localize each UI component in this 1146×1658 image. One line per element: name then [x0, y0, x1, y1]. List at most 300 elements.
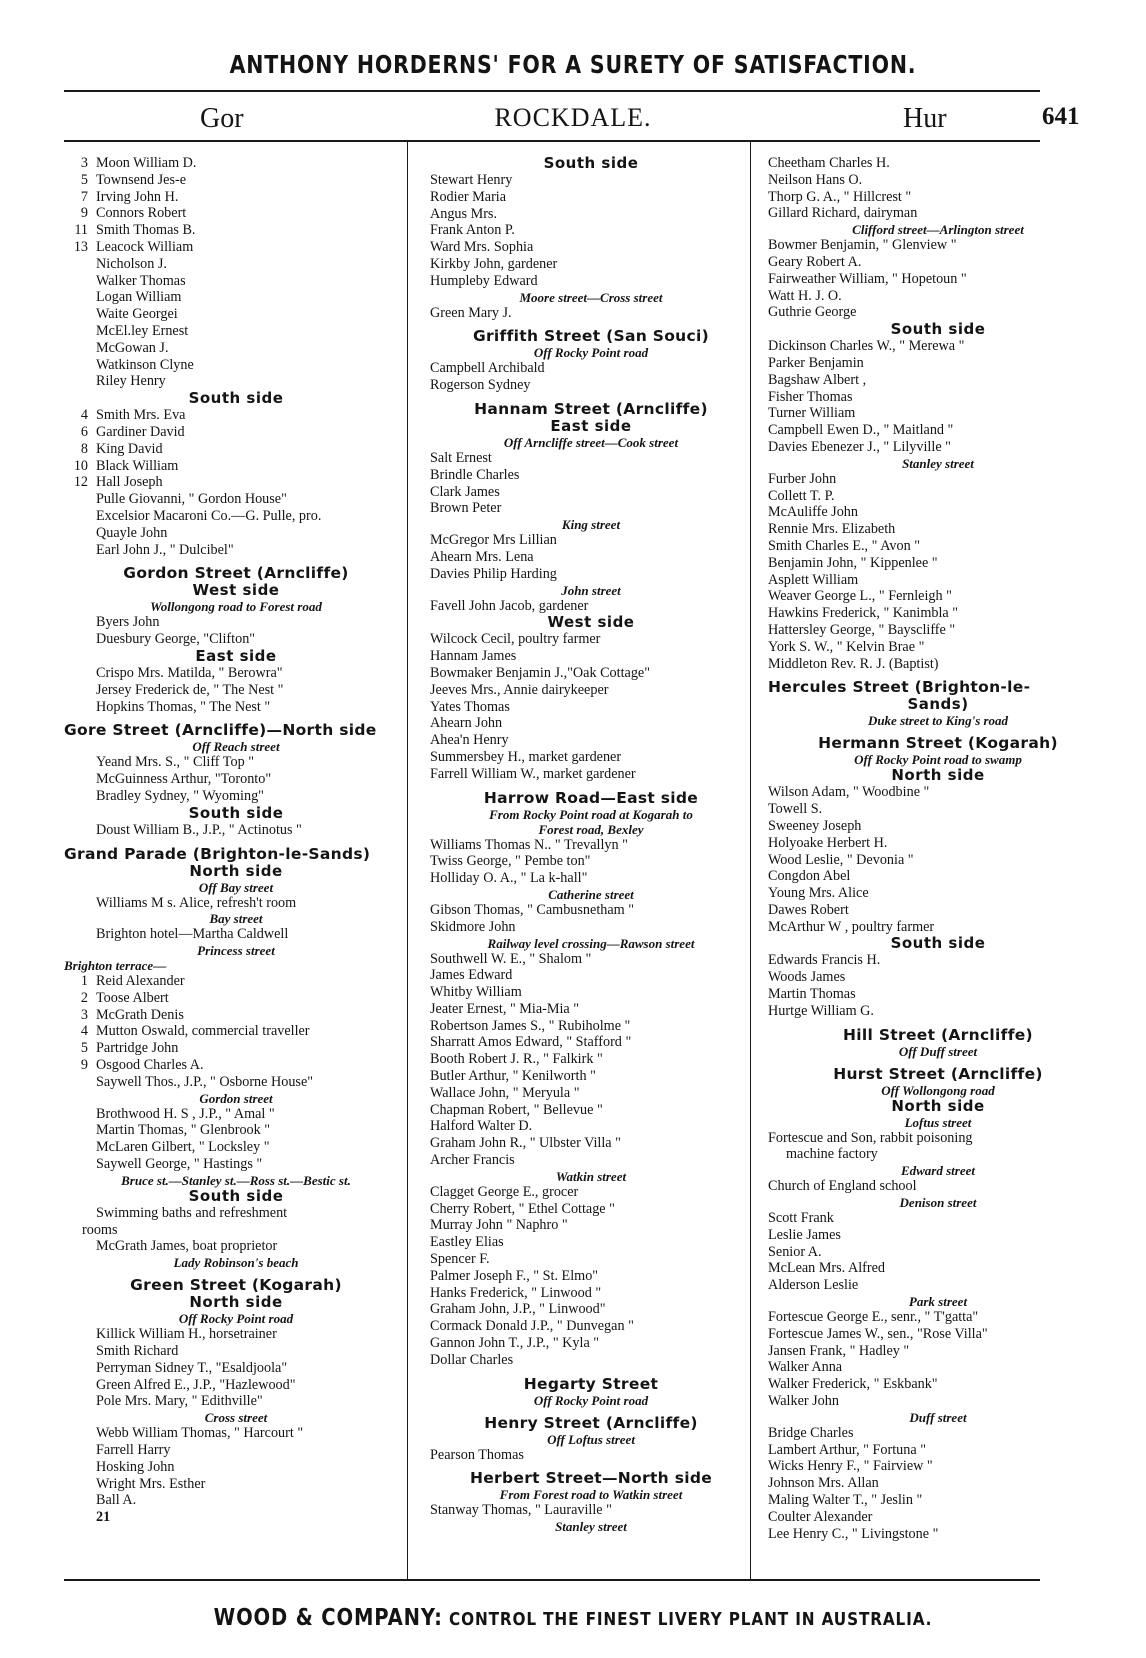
directory-entry: Fortescue James W., sen., "Rose Villa"	[768, 1325, 988, 1342]
cross-street-note: Off Bay street	[198, 879, 274, 895]
resident-name: Quayle John	[96, 524, 168, 541]
directory-entry: Murray John " Naphro "	[430, 1217, 568, 1234]
resident-name: Connors Robert	[96, 205, 187, 222]
resident-name: Pole Mrs. Mary, " Edithville"	[96, 1393, 263, 1410]
directory-entry: Sweeney Joseph	[768, 817, 862, 834]
directory-entry	[64, 771, 408, 788]
directory-entry	[64, 1476, 408, 1493]
resident-name: Martin Thomas, " Glenbrook "	[96, 1122, 271, 1139]
cross-street-note: Off Rocky Point road	[533, 345, 649, 361]
directory-entry	[64, 222, 408, 239]
directory-entry: Gillard Richard, dairyman	[768, 205, 918, 222]
resident-name: Smith Thomas B.	[96, 222, 196, 239]
cross-street-note: Railway level crossing—Rawson street	[487, 935, 695, 951]
cross-street-note: John street	[561, 582, 621, 598]
directory-entry: Woods James	[768, 969, 846, 986]
directory-entry: Hannam James	[430, 648, 517, 665]
resident-name: McLaren Gilbert, " Locksley "	[96, 1139, 270, 1156]
directory-entry	[64, 373, 408, 390]
resident-name: Jersey Frederick de, " The Nest "	[96, 681, 284, 698]
directory-entry	[64, 1106, 408, 1123]
house-number: 12	[73, 474, 88, 491]
resident-name: Excelsior Macaroni Co.—G. Pulle, pro.	[96, 507, 322, 524]
directory-entry: Spencer F.	[430, 1251, 490, 1268]
directory-column-3	[768, 155, 1108, 1542]
resident-name: Yeand Mrs. S., " Cliff Top "	[96, 754, 255, 771]
cross-street-note: Stanley street	[555, 1519, 627, 1535]
directory-entry	[64, 1057, 408, 1074]
directory-entry: McLean Mrs. Alfred	[768, 1260, 886, 1277]
directory-entry: Church of England school	[768, 1178, 917, 1195]
cross-street-note: Clifford street—Arlington street	[852, 222, 1024, 238]
directory-entry: Hattersley George, " Bayscliffe "	[768, 621, 956, 638]
directory-entry: McGregor Mrs Lillian	[430, 532, 557, 549]
street-heading: Griffith Street (San Souci)	[472, 327, 710, 346]
street-heading: Hermann Street (Kogarah)	[818, 734, 1058, 753]
directory-entry: Lambert Arthur, " Fortuna "	[768, 1441, 926, 1458]
directory-entry	[64, 289, 408, 306]
directory-entry: Graham John R., " Ulbster Villa "	[430, 1135, 621, 1152]
house-number: 5	[80, 171, 88, 188]
side-heading: South side	[188, 803, 284, 822]
directory-entry: Southwell W. E., " Shalom "	[430, 950, 592, 967]
directory-entry: Parker Benjamin	[768, 354, 864, 371]
directory-entry: Holyoake Herbert H.	[768, 834, 888, 851]
resident-name: Doust William B., J.P., " Actinotus "	[96, 821, 302, 838]
resident-name: Earl John J., " Dulcibel"	[96, 541, 234, 558]
entry-continuation: machine factory	[786, 1146, 878, 1163]
directory-entry: Wicks Henry F., " Fairview "	[768, 1458, 933, 1475]
resident-name: Watkinson Clyne	[96, 356, 194, 373]
house-number: 6	[80, 423, 88, 440]
directory-entry	[64, 1360, 408, 1377]
directory-entry: Dickinson Charles W., " Merewa "	[768, 338, 965, 355]
directory-entry: Campbell Ewen D., " Maitland "	[768, 422, 954, 439]
resident-name: Williams M s. Alice, refresh't room	[96, 894, 297, 911]
side-heading: East side	[550, 416, 632, 435]
directory-entry: Jeeves Mrs., Annie dairykeeper	[430, 681, 609, 698]
directory-entry: Thorp G. A., " Hillcrest "	[768, 188, 912, 205]
top-advertisement-banner: ANTHONY HORDERNS' FOR A SURETY OF SATISFACTION.	[229, 50, 917, 79]
cross-street-note: Cross street	[204, 1410, 268, 1426]
directory-entry: Archer Francis	[430, 1152, 515, 1169]
directory-entry: Scott Frank	[768, 1210, 834, 1227]
house-number: 8	[80, 440, 88, 457]
directory-entry: McArthur W , poultry farmer	[768, 918, 935, 935]
street-heading: Hercules Street (Brighton-le-	[768, 678, 1031, 697]
directory-entry	[64, 1393, 408, 1410]
directory-entry	[64, 407, 408, 424]
cross-street-note: Catherine street	[548, 886, 634, 902]
house-number: 3	[80, 1006, 88, 1023]
resident-name: Smith Richard	[96, 1343, 179, 1360]
cross-street-note: From Forest road to Watkin street	[499, 1487, 683, 1503]
directory-entry: Ward Mrs. Sophia	[430, 239, 534, 256]
cross-street-note: Brighton terrace—	[64, 958, 167, 974]
resident-name: Osgood Charles A.	[96, 1057, 204, 1074]
house-number: 4	[80, 1023, 88, 1040]
side-heading: South side	[890, 934, 986, 953]
directory-entry: Salt Ernest	[430, 449, 492, 466]
resident-name: McGuinness Arthur, "Toronto"	[96, 771, 272, 788]
directory-entry: Campbell Archibald	[430, 360, 545, 377]
directory-entry: Rogerson Sydney	[430, 377, 531, 394]
directory-entry: Hanks Frederick, " Linwood "	[430, 1284, 602, 1301]
cross-street-note: Off Duff street	[898, 1043, 978, 1059]
resident-name: Saywell Thos., J.P., " Osborne House"	[96, 1073, 314, 1090]
resident-name: McGrath James, boat proprietor	[96, 1238, 278, 1255]
cross-street-note: Lady Robinson's beach	[173, 1255, 299, 1271]
directory-entry: Edwards Francis H.	[768, 952, 881, 969]
directory-entry: Fortescue and Son, rabbit poisoning	[768, 1129, 973, 1146]
directory-column-2	[430, 155, 752, 1534]
resident-name: Saywell George, " Hastings "	[96, 1156, 263, 1173]
directory-entry	[64, 491, 408, 508]
resident-name: Green Alfred E., J.P., "Hazlewood"	[96, 1376, 296, 1393]
street-heading: Green Street (Kogarah)	[130, 1276, 342, 1295]
advertisement-slogan: CONTROL THE FINEST LIVERY PLANT IN AUSTRALIA.	[442, 1609, 933, 1630]
directory-entry: Graham John, J.P., " Linwood"	[430, 1301, 606, 1318]
cross-street-note: Gordon street	[199, 1090, 273, 1106]
directory-entry: Holliday O. A., " La k-hall"	[430, 870, 588, 887]
directory-entry	[64, 1459, 408, 1476]
directory-entry: Yates Thomas	[430, 698, 510, 715]
cross-street-note: Off Reach street	[192, 739, 280, 755]
directory-entry	[64, 172, 408, 189]
directory-entry: Coulter Alexander	[768, 1508, 873, 1525]
directory-entry: Chapman Robert, " Bellevue "	[430, 1101, 603, 1118]
resident-name: Moon William D.	[96, 155, 197, 171]
directory-entry: Guthrie George	[768, 304, 857, 321]
directory-entry	[64, 542, 408, 559]
cross-street-note: Wollongong road to Forest road	[150, 599, 322, 615]
cross-street-note: Stanley street	[902, 455, 974, 471]
directory-entry: Frank Anton P.	[430, 222, 515, 239]
house-number: 10	[73, 457, 88, 474]
directory-entry	[64, 273, 408, 290]
resident-name: Mutton Oswald, commercial traveller	[96, 1023, 310, 1040]
directory-entry: Lee Henry C., " Livingstone "	[768, 1525, 939, 1542]
side-heading: South side	[543, 155, 639, 172]
resident-name: Townsend Jes-e	[96, 171, 187, 188]
directory-entry: Davies Philip Harding	[430, 565, 557, 582]
side-heading: South side	[890, 320, 986, 339]
directory-entry	[64, 508, 408, 525]
directory-entry: York S. W., " Kelvin Brae "	[768, 638, 925, 655]
directory-entry	[64, 754, 408, 771]
house-number: 4	[80, 407, 88, 424]
directory-entry	[64, 441, 408, 458]
footnote-number: 21	[96, 1509, 111, 1526]
cross-street-note: From Rocky Point road at Kogarah to	[489, 806, 693, 822]
directory-entry	[64, 474, 408, 491]
cross-street-note: Off Rocky Point road	[533, 1392, 649, 1408]
directory-entry: Martin Thomas	[768, 986, 856, 1003]
directory-entry	[64, 1425, 408, 1442]
directory-entry	[64, 357, 408, 374]
side-heading: North side	[891, 766, 985, 785]
street-heading: Gordon Street (Arncliffe)	[123, 564, 349, 583]
directory-entry: Kirkby John, gardener	[430, 255, 558, 272]
directory-entry	[64, 1023, 408, 1040]
directory-entry	[64, 1139, 408, 1156]
directory-entry: Furber John	[768, 470, 837, 487]
resident-name: Gardiner David	[96, 423, 185, 440]
directory-entry: Fairweather William, " Hopetoun "	[768, 270, 967, 287]
resident-name: Ball A.	[96, 1492, 137, 1509]
directory-entry	[64, 1205, 408, 1222]
directory-entry: Halford Walter D.	[430, 1118, 533, 1135]
resident-name: Pulle Giovanni, " Gordon House"	[96, 491, 287, 508]
directory-entry: Bagshaw Albert ,	[768, 371, 867, 388]
directory-entry: Bowmer Benjamin, " Glenview "	[768, 237, 957, 254]
resident-name: Webb William Thomas, " Harcourt "	[96, 1425, 304, 1442]
cross-street-note: Off Wollongong road	[881, 1082, 995, 1098]
directory-entry: Summersbey H., market gardener	[430, 748, 622, 765]
resident-name: Riley Henry	[96, 373, 166, 390]
directory-entry: Butler Arthur, " Kenilworth "	[430, 1068, 596, 1085]
header-bottom-rule	[64, 140, 1040, 142]
directory-entry: Brindle Charles	[430, 466, 520, 483]
house-number: 13	[73, 238, 88, 255]
directory-entry: Davies Ebenezer J., " Lilyville "	[768, 438, 951, 455]
directory-entry: Ahearn Mrs. Lena	[430, 548, 534, 565]
house-number: 9	[80, 205, 88, 222]
directory-entry: Senior A.	[768, 1243, 822, 1260]
directory-entry: Green Mary J.	[430, 304, 512, 321]
side-heading: North side	[891, 1096, 985, 1115]
side-heading: South side	[188, 389, 284, 408]
directory-entry	[64, 1492, 408, 1509]
side-heading: East side	[195, 646, 277, 665]
house-number: 1	[80, 973, 88, 990]
bottom-advertisement-banner	[86, 1605, 1060, 1631]
directory-entry: Stewart Henry	[430, 172, 513, 188]
directory-entry: Twiss George, " Pembe ton"	[430, 853, 591, 870]
advertiser-name: WOOD & COMPANY:	[213, 1605, 443, 1631]
directory-entry: Ahearn John	[430, 715, 503, 732]
directory-entry: Leslie James	[768, 1226, 841, 1243]
cross-street-note: Duke street to King's road	[867, 713, 1009, 729]
directory-entry	[64, 239, 408, 256]
cross-street-note: Princess street	[197, 943, 275, 959]
directory-entry	[64, 1326, 408, 1343]
directory-entry	[64, 895, 408, 912]
resident-name: Hopkins Thomas, " The Nest "	[96, 698, 271, 715]
street-heading: Herbert Street—North side	[469, 1469, 713, 1488]
directory-entry: Turner William	[768, 405, 856, 422]
street-heading: Gore Street (Arncliffe)—North side	[64, 721, 377, 740]
street-heading: Henry Street (Arncliffe)	[484, 1413, 698, 1432]
resident-name: Hosking John	[96, 1458, 175, 1475]
directory-entry: Jeater Ernest, " Mia-Mia "	[430, 1000, 580, 1017]
street-heading: Harrow Road—East side	[483, 788, 699, 807]
cross-street-note: Off Arncliffe street—Cook street	[503, 434, 679, 450]
directory-entry: Neilson Hans O.	[768, 171, 863, 188]
resident-name: Bradley Sydney, " Wyoming"	[96, 787, 264, 804]
resident-name: Crispo Mrs. Matilda, " Berowra"	[96, 664, 283, 681]
resident-name: Partridge John	[96, 1040, 179, 1057]
resident-name: Leacock William	[96, 238, 194, 255]
resident-name: Swimming baths and refreshment	[96, 1204, 288, 1221]
directory-entry: Cheetham Charles H.	[768, 155, 890, 171]
directory-entry: Jansen Frank, " Hadley "	[768, 1342, 910, 1359]
resident-name: Wright Mrs. Esther	[96, 1475, 206, 1492]
directory-entry: Gibson Thomas, " Cambusnetham "	[430, 901, 635, 918]
resident-name: Hall Joseph	[96, 474, 163, 491]
resident-name: Farrell Harry	[96, 1442, 171, 1459]
cross-street-note: Bruce st.—Stanley st.—Ross st.—Bestic st.	[121, 1172, 351, 1188]
resident-name: Reid Alexander	[96, 973, 185, 990]
directory-entry	[64, 1040, 408, 1057]
directory-entry: Pearson Thomas	[430, 1446, 524, 1463]
directory-column-1	[64, 155, 408, 1526]
directory-entry: Stanway Thomas, " Lauraville "	[430, 1502, 612, 1519]
cross-street-note: Denison street	[899, 1195, 977, 1211]
directory-entry	[64, 614, 408, 631]
cross-street-note: Loftus street	[904, 1114, 972, 1130]
entry-continuation: rooms	[82, 1221, 118, 1238]
footer-rule	[64, 1579, 1040, 1581]
directory-entry: Wilcock Cecil, poultry farmer	[430, 631, 601, 648]
directory-entry: Weaver George L., " Fernleigh "	[768, 588, 952, 605]
directory-entry: Farrell William W., market gardener	[430, 765, 636, 782]
header-first-entry-guide: Gor	[200, 103, 244, 134]
directory-entry: Johnson Mrs. Allan	[768, 1475, 879, 1492]
directory-entry: Fortescue George E., senr., " T'gatta"	[768, 1309, 979, 1326]
directory-entry	[64, 306, 408, 323]
directory-entry: Wood Leslie, " Devonia "	[768, 851, 914, 868]
resident-name: McEl.ley Ernest	[96, 322, 189, 339]
resident-name: Logan William	[96, 289, 182, 306]
resident-name: Nicholson J.	[96, 255, 167, 272]
directory-entry	[64, 189, 408, 206]
directory-entry	[64, 424, 408, 441]
resident-name: King David	[96, 440, 163, 457]
directory-entry: James Edward	[430, 967, 513, 984]
resident-name: Killick William H., horsetrainer	[96, 1326, 277, 1343]
directory-entry: Robertson James S., " Rubiholme "	[430, 1017, 631, 1034]
side-heading: South side	[188, 1186, 284, 1205]
side-heading: West side	[547, 613, 635, 632]
directory-entry: Skidmore John	[430, 918, 516, 935]
directory-entry	[64, 1007, 408, 1024]
directory-entry: Towell S.	[768, 801, 823, 818]
directory-entry: Geary Robert A.	[768, 253, 862, 270]
directory-entry	[64, 631, 408, 648]
resident-name: Black William	[96, 457, 179, 474]
directory-entry: Clark James	[430, 483, 500, 500]
directory-entry	[64, 205, 408, 222]
directory-entry: Benjamin John, " Kippenlee "	[768, 554, 938, 571]
cross-street-note: King street	[561, 517, 621, 533]
directory-entry	[64, 458, 408, 475]
directory-entry	[64, 1343, 408, 1360]
cross-street-note: Off Loftus street	[547, 1431, 635, 1447]
directory-entry: Hawkins Frederick, " Kanimbla "	[768, 605, 959, 622]
resident-name: McGrath Denis	[96, 1006, 184, 1023]
page-title: ROCKDALE.	[494, 103, 652, 132]
side-heading: Sands)	[907, 695, 969, 714]
resident-name: Duesbury George, "Clifton"	[96, 631, 256, 648]
directory-entry	[64, 665, 408, 682]
page-number: 641	[1042, 103, 1080, 130]
directory-entry: Cherry Robert, " Ethel Cottage "	[430, 1200, 615, 1217]
directory-entry	[64, 155, 408, 172]
house-number: 5	[80, 1040, 88, 1057]
directory-entry	[64, 973, 408, 990]
directory-entry	[64, 1377, 408, 1394]
directory-entry: Clagget George E., grocer	[430, 1183, 579, 1200]
cross-street-note: Moore street—Cross street	[519, 289, 663, 305]
directory-entry	[64, 1238, 408, 1255]
resident-name: Smith Mrs. Eva	[96, 407, 186, 424]
directory-entry	[64, 788, 408, 805]
resident-name: Toose Albert	[96, 989, 169, 1006]
resident-name: Perryman Sidney T., "Esaldjoola"	[96, 1359, 288, 1376]
directory-entry: Watt H. J. O.	[768, 287, 842, 304]
cross-street-note: Duff street	[909, 1409, 967, 1425]
directory-entry	[64, 926, 408, 943]
resident-name: Irving John H.	[96, 188, 179, 205]
directory-entry: Alderson Leslie	[768, 1277, 859, 1294]
directory-entry	[64, 323, 408, 340]
street-heading: Hannam Street (Arncliffe)	[474, 399, 708, 418]
house-number: 7	[80, 188, 88, 205]
house-number: 2	[80, 989, 88, 1006]
directory-entry: Brown Peter	[430, 500, 502, 517]
directory-entry: Gannon John T., J.P., " Kyla "	[430, 1335, 600, 1352]
directory-entry	[64, 1442, 408, 1459]
directory-entry: Williams Thomas N.. " Trevallyn "	[430, 836, 628, 853]
directory-entry	[64, 1074, 408, 1091]
directory-entry: Favell John Jacob, gardener	[430, 597, 589, 614]
directory-entry: Walker John	[768, 1393, 839, 1410]
directory-entry: Asplett William	[768, 571, 859, 588]
directory-entry: Eastley Elias	[430, 1234, 504, 1251]
directory-entry: Booth Robert J. R., " Falkirk "	[430, 1051, 603, 1068]
side-heading: North side	[189, 861, 283, 880]
directory-entry: Bridge Charles	[768, 1424, 854, 1441]
directory-entry: Maling Walter T., " Jeslin "	[768, 1492, 923, 1509]
side-heading: North side	[189, 1293, 283, 1312]
directory-entry: Fisher Thomas	[768, 388, 853, 405]
directory-entry	[64, 1156, 408, 1173]
directory-entry: Cormack Donald J.P., " Dunvegan "	[430, 1318, 634, 1335]
cross-street-note: Edward street	[900, 1163, 976, 1179]
resident-name: Brothwood H. S , J.P., " Amal "	[96, 1105, 275, 1122]
directory-entry: Whitby William	[430, 984, 522, 1001]
resident-name: Waite Georgei	[96, 306, 178, 323]
street-heading: Hegarty Street	[523, 1374, 659, 1393]
directory-entry: Angus Mrs.	[430, 205, 498, 222]
directory-entry: Smith Charles E., " Avon "	[768, 537, 921, 554]
directory-entry: McAuliffe John	[768, 504, 858, 521]
header-last-entry-guide: Hur	[903, 103, 947, 134]
directory-entry: Middleton Rev. R. J. (Baptist)	[768, 655, 939, 672]
cross-street-note: Forest road, Bexley	[538, 821, 644, 837]
resident-name: Walker Thomas	[96, 272, 186, 289]
directory-entry: Wallace John, " Meryula "	[430, 1084, 580, 1101]
directory-entry: Ahea'n Henry	[430, 732, 509, 749]
header-top-rule	[64, 90, 1040, 92]
resident-name: Byers John	[96, 614, 160, 631]
cross-street-note: Off Rocky Point road	[178, 1311, 294, 1327]
house-number: 9	[80, 1057, 88, 1074]
resident-name: Brighton hotel—Martha Caldwell	[96, 926, 289, 943]
directory-entry	[64, 1122, 408, 1139]
directory-entry: Rennie Mrs. Elizabeth	[768, 521, 896, 538]
